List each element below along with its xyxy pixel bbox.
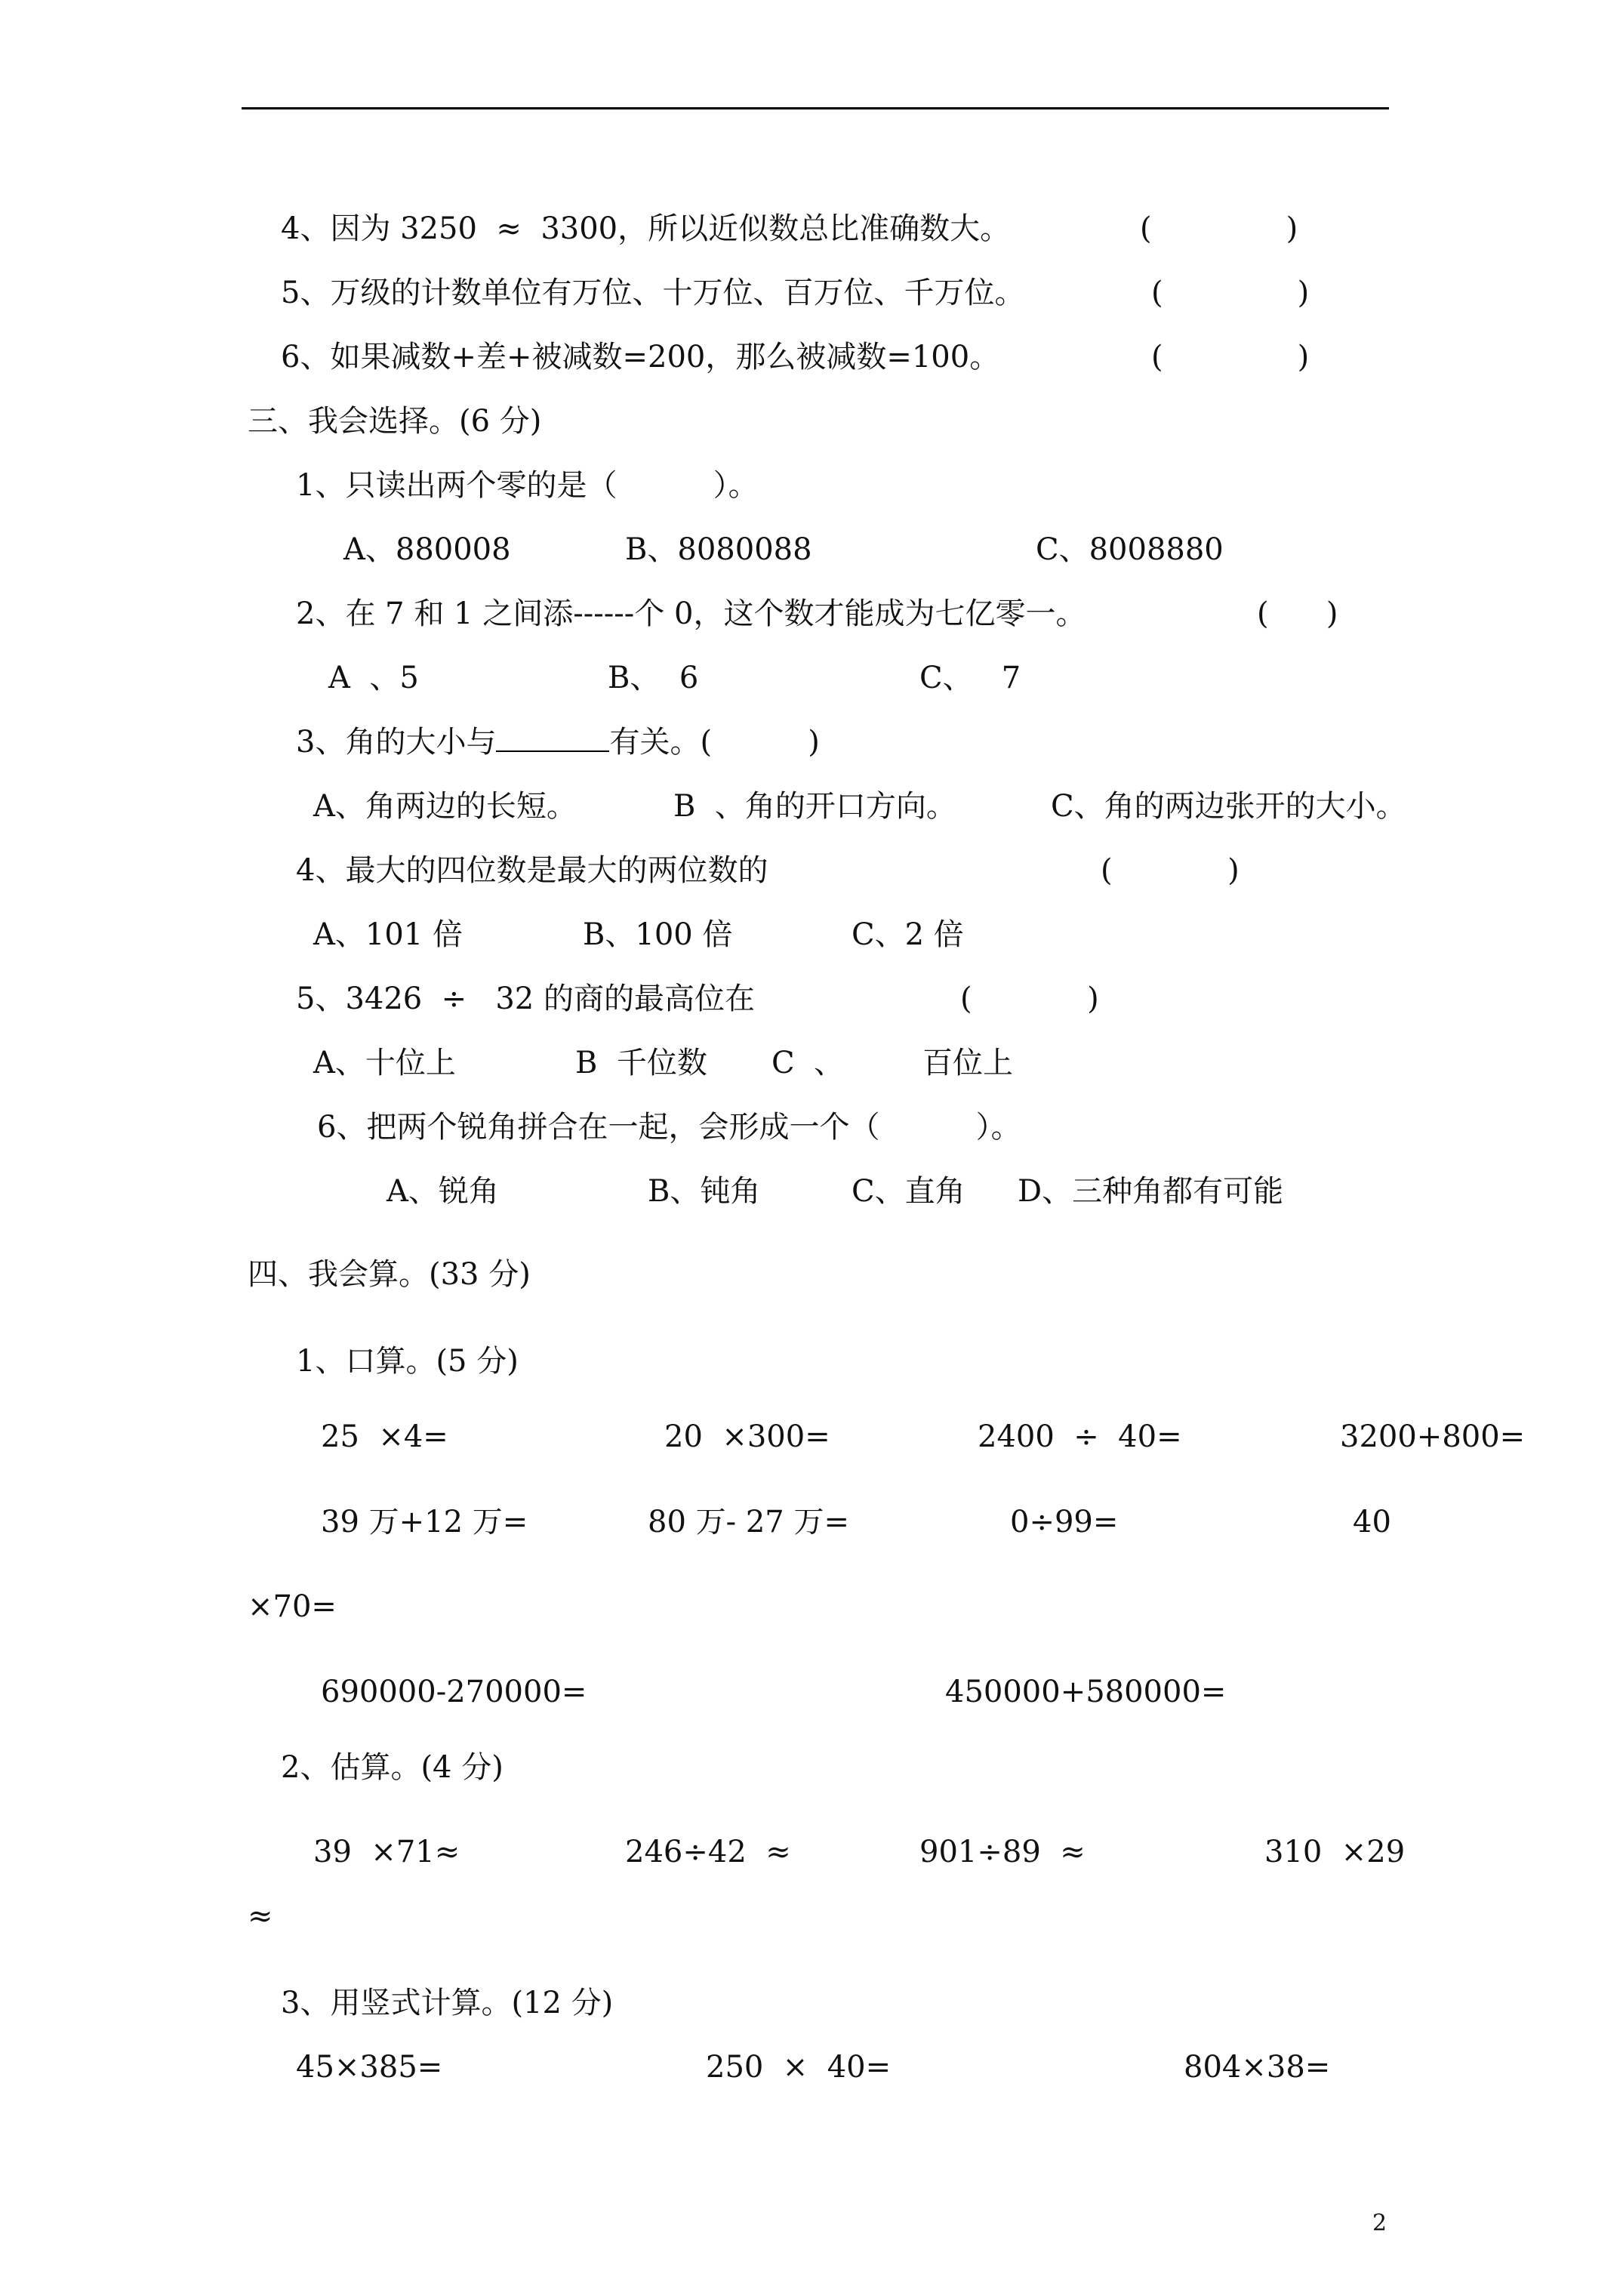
estimate-item-3: 901÷89 ≈ <box>919 1835 1086 1869</box>
judge-q5-paren[interactable]: ( ) <box>1151 276 1310 310</box>
choice-q5-option-c-letter[interactable]: C 、 <box>771 1046 845 1080</box>
choice-q5-paren[interactable]: ( ) <box>960 982 1099 1016</box>
oral-item-9: 690000-270000= <box>321 1675 587 1709</box>
choice-q3-option-c[interactable]: C、角的两边张开的大小。 <box>1051 789 1406 824</box>
oral-item-1: 25 ×4= <box>321 1419 448 1454</box>
choice-q3 <box>296 725 820 760</box>
oral-item-4: 3200+800= <box>1340 1419 1526 1454</box>
oral-calc-title: 1、口算。(5 分) <box>296 1344 519 1379</box>
vertical-item-1: 45×385= <box>296 2050 443 2085</box>
judge-q6-paren[interactable]: ( ) <box>1151 340 1310 374</box>
oral-item-8-part1: 40 <box>1353 1505 1391 1539</box>
choice-q3-blank[interactable] <box>496 725 609 752</box>
choice-q4: 4、最大的四位数是最大的两位数的 <box>296 853 768 888</box>
page-number: 2 <box>1372 2210 1387 2236</box>
oral-item-7: 0÷99= <box>1010 1505 1119 1539</box>
oral-item-5: 39 万+12 万= <box>321 1505 528 1539</box>
choice-q4-paren[interactable]: ( ) <box>1101 853 1240 888</box>
choice-q4-option-c[interactable]: C、2 倍 <box>852 917 964 952</box>
estimate-item-2: 246÷42 ≈ <box>625 1835 791 1869</box>
choice-q2-option-b[interactable]: B、 6 <box>608 661 699 695</box>
judge-q5: 5、万级的计数单位有万位、十万位、百万位、千万位。 <box>281 276 1025 310</box>
choice-q6-option-d[interactable]: D、三种角都有可能 <box>1018 1174 1284 1209</box>
choice-q6: 6、把两个锐角拼合在一起，会形成一个（ ）。 <box>317 1110 1021 1145</box>
choice-q1-option-c[interactable]: C、8008880 <box>1036 532 1224 567</box>
header-rule <box>242 107 1389 109</box>
choice-q3-prefix: 3、角的大小与 <box>296 725 497 760</box>
section-calc-title: 四、我会算。(33 分) <box>248 1257 531 1292</box>
choice-q4-option-a[interactable]: A、101 倍 <box>313 917 463 952</box>
estimate-item-4-part1: 310 ×29 <box>1264 1835 1406 1869</box>
judge-q4-paren[interactable]: ( ) <box>1140 211 1298 246</box>
choice-q3-option-b[interactable]: B 、角的开口方向。 <box>673 789 956 824</box>
oral-item-3: 2400 ÷ 40= <box>978 1419 1182 1454</box>
estimate-item-4-part2: ≈ <box>248 1899 273 1934</box>
oral-item-10: 450000+580000= <box>945 1675 1227 1709</box>
choice-q2: 2、在 7 和 1 之间添------个 0，这个数才能成为七亿零一。 <box>296 596 1086 631</box>
choice-q4-option-b[interactable]: B、100 倍 <box>583 917 733 952</box>
section-choice-title: 三、我会选择。(6 分) <box>248 404 542 439</box>
choice-q2-paren[interactable]: ( ) <box>1257 596 1338 631</box>
choice-q5-option-b[interactable]: B 千位数 <box>575 1046 707 1080</box>
choice-q5: 5、3426 ÷ 32 的商的最高位在 <box>296 982 755 1016</box>
oral-item-6: 80 万- 27 万= <box>648 1505 849 1539</box>
choice-q3-option-a[interactable]: A、角两边的长短。 <box>313 789 577 824</box>
vertical-item-3: 804×38= <box>1184 2050 1331 2085</box>
vertical-item-2: 250 × 40= <box>706 2050 892 2085</box>
choice-q3-suffix: 有关。( ) <box>609 725 820 760</box>
choice-q2-option-c[interactable]: C、 7 <box>919 661 1021 695</box>
choice-q6-option-a[interactable]: A、锐角 <box>387 1174 499 1209</box>
choice-q1-option-a[interactable]: A、880008 <box>343 532 511 567</box>
choice-q1-option-b[interactable]: B、8080088 <box>625 532 812 567</box>
oral-item-2: 20 ×300= <box>664 1419 830 1454</box>
choice-q5-option-c-text: 百位上 <box>922 1046 1013 1080</box>
estimate-title: 2、估算。(4 分) <box>281 1750 504 1785</box>
choice-q6-option-b[interactable]: B、钝角 <box>648 1174 761 1209</box>
choice-q6-option-c[interactable]: C、直角 <box>852 1174 965 1209</box>
choice-q1: 1、只读出两个零的是（ ）。 <box>296 468 759 503</box>
oral-item-8-part2: ×70= <box>248 1589 337 1624</box>
choice-q2-option-a[interactable]: A 、5 <box>328 661 419 695</box>
judge-q4: 4、因为 3250 ≈ 3300，所以近似数总比准确数大。 <box>281 211 1011 246</box>
judge-q6: 6、如果减数+差+被减数=200，那么被减数=100。 <box>281 340 1000 374</box>
choice-q5-option-a[interactable]: A、十位上 <box>313 1046 456 1080</box>
estimate-item-1: 39 ×71≈ <box>313 1835 460 1869</box>
vertical-calc-title: 3、用竖式计算。(12 分) <box>281 1986 614 2020</box>
